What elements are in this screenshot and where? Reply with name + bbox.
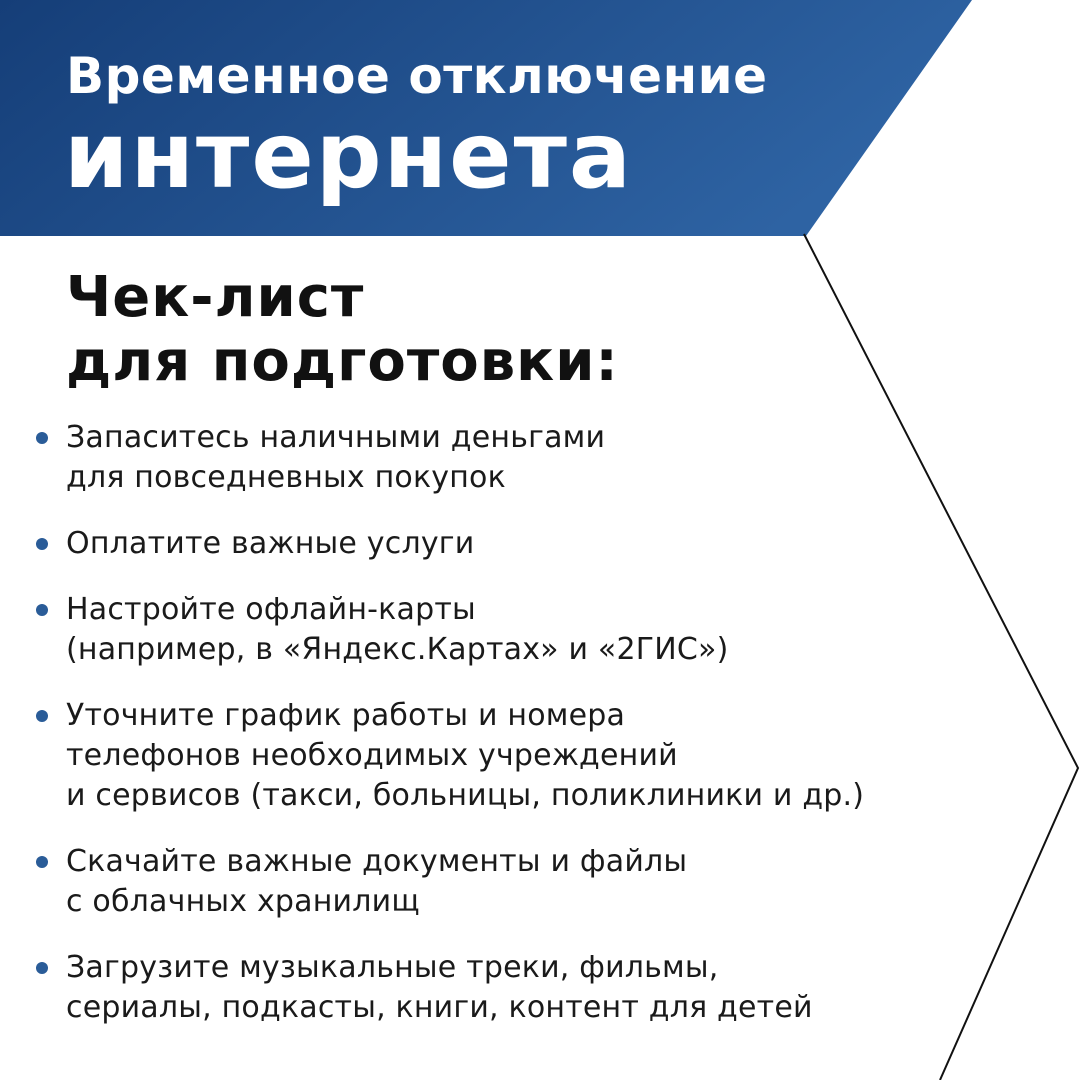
checklist-item-line: для повседневных покупок <box>66 460 506 495</box>
checklist-item-line: сериалы, подкасты, книги, контент для детей <box>66 990 813 1025</box>
checklist-item-line: телефонов необходимых учреждений <box>66 738 678 773</box>
checklist-item-line: Оплатите важные услуги <box>66 526 475 561</box>
bullet-icon <box>36 538 48 550</box>
checklist-title-line-2: для подготовки: <box>66 329 619 394</box>
header-title-line-1: Временное отключение <box>66 47 768 105</box>
checklist-item-line: с облачных хранилищ <box>66 884 420 919</box>
checklist-item <box>36 696 996 816</box>
bullet-icon <box>36 432 48 444</box>
checklist-item-line: Запаситесь наличными деньгами <box>66 420 606 455</box>
bullet-icon <box>36 710 48 722</box>
checklist-item-line: Настройте офлайн-карты <box>66 592 476 627</box>
checklist-item <box>36 948 996 1028</box>
bullet-icon <box>36 962 48 974</box>
checklist-item <box>36 590 996 670</box>
checklist-item-line: Скачайте важные документы и файлы <box>66 844 688 879</box>
bullet-icon <box>36 604 48 616</box>
checklist <box>36 418 996 1028</box>
checklist-item <box>36 524 996 564</box>
checklist-item <box>36 842 996 922</box>
checklist-item-line: Загрузите музыкальные треки, фильмы, <box>66 950 719 985</box>
checklist-item-line: (например, в «Яндекс.Картах» и «2ГИС») <box>66 632 729 667</box>
checklist-item-line: и сервисов (такси, больницы, поликлиники и др.) <box>66 778 865 813</box>
bullet-icon <box>36 856 48 868</box>
checklist-title <box>66 266 619 394</box>
checklist-item-line: Уточните график работы и номера <box>66 698 626 733</box>
checklist-item <box>36 418 996 498</box>
header-title-line-2: интернета <box>64 102 633 209</box>
checklist-title-line-1: Чек-лист <box>66 265 365 330</box>
